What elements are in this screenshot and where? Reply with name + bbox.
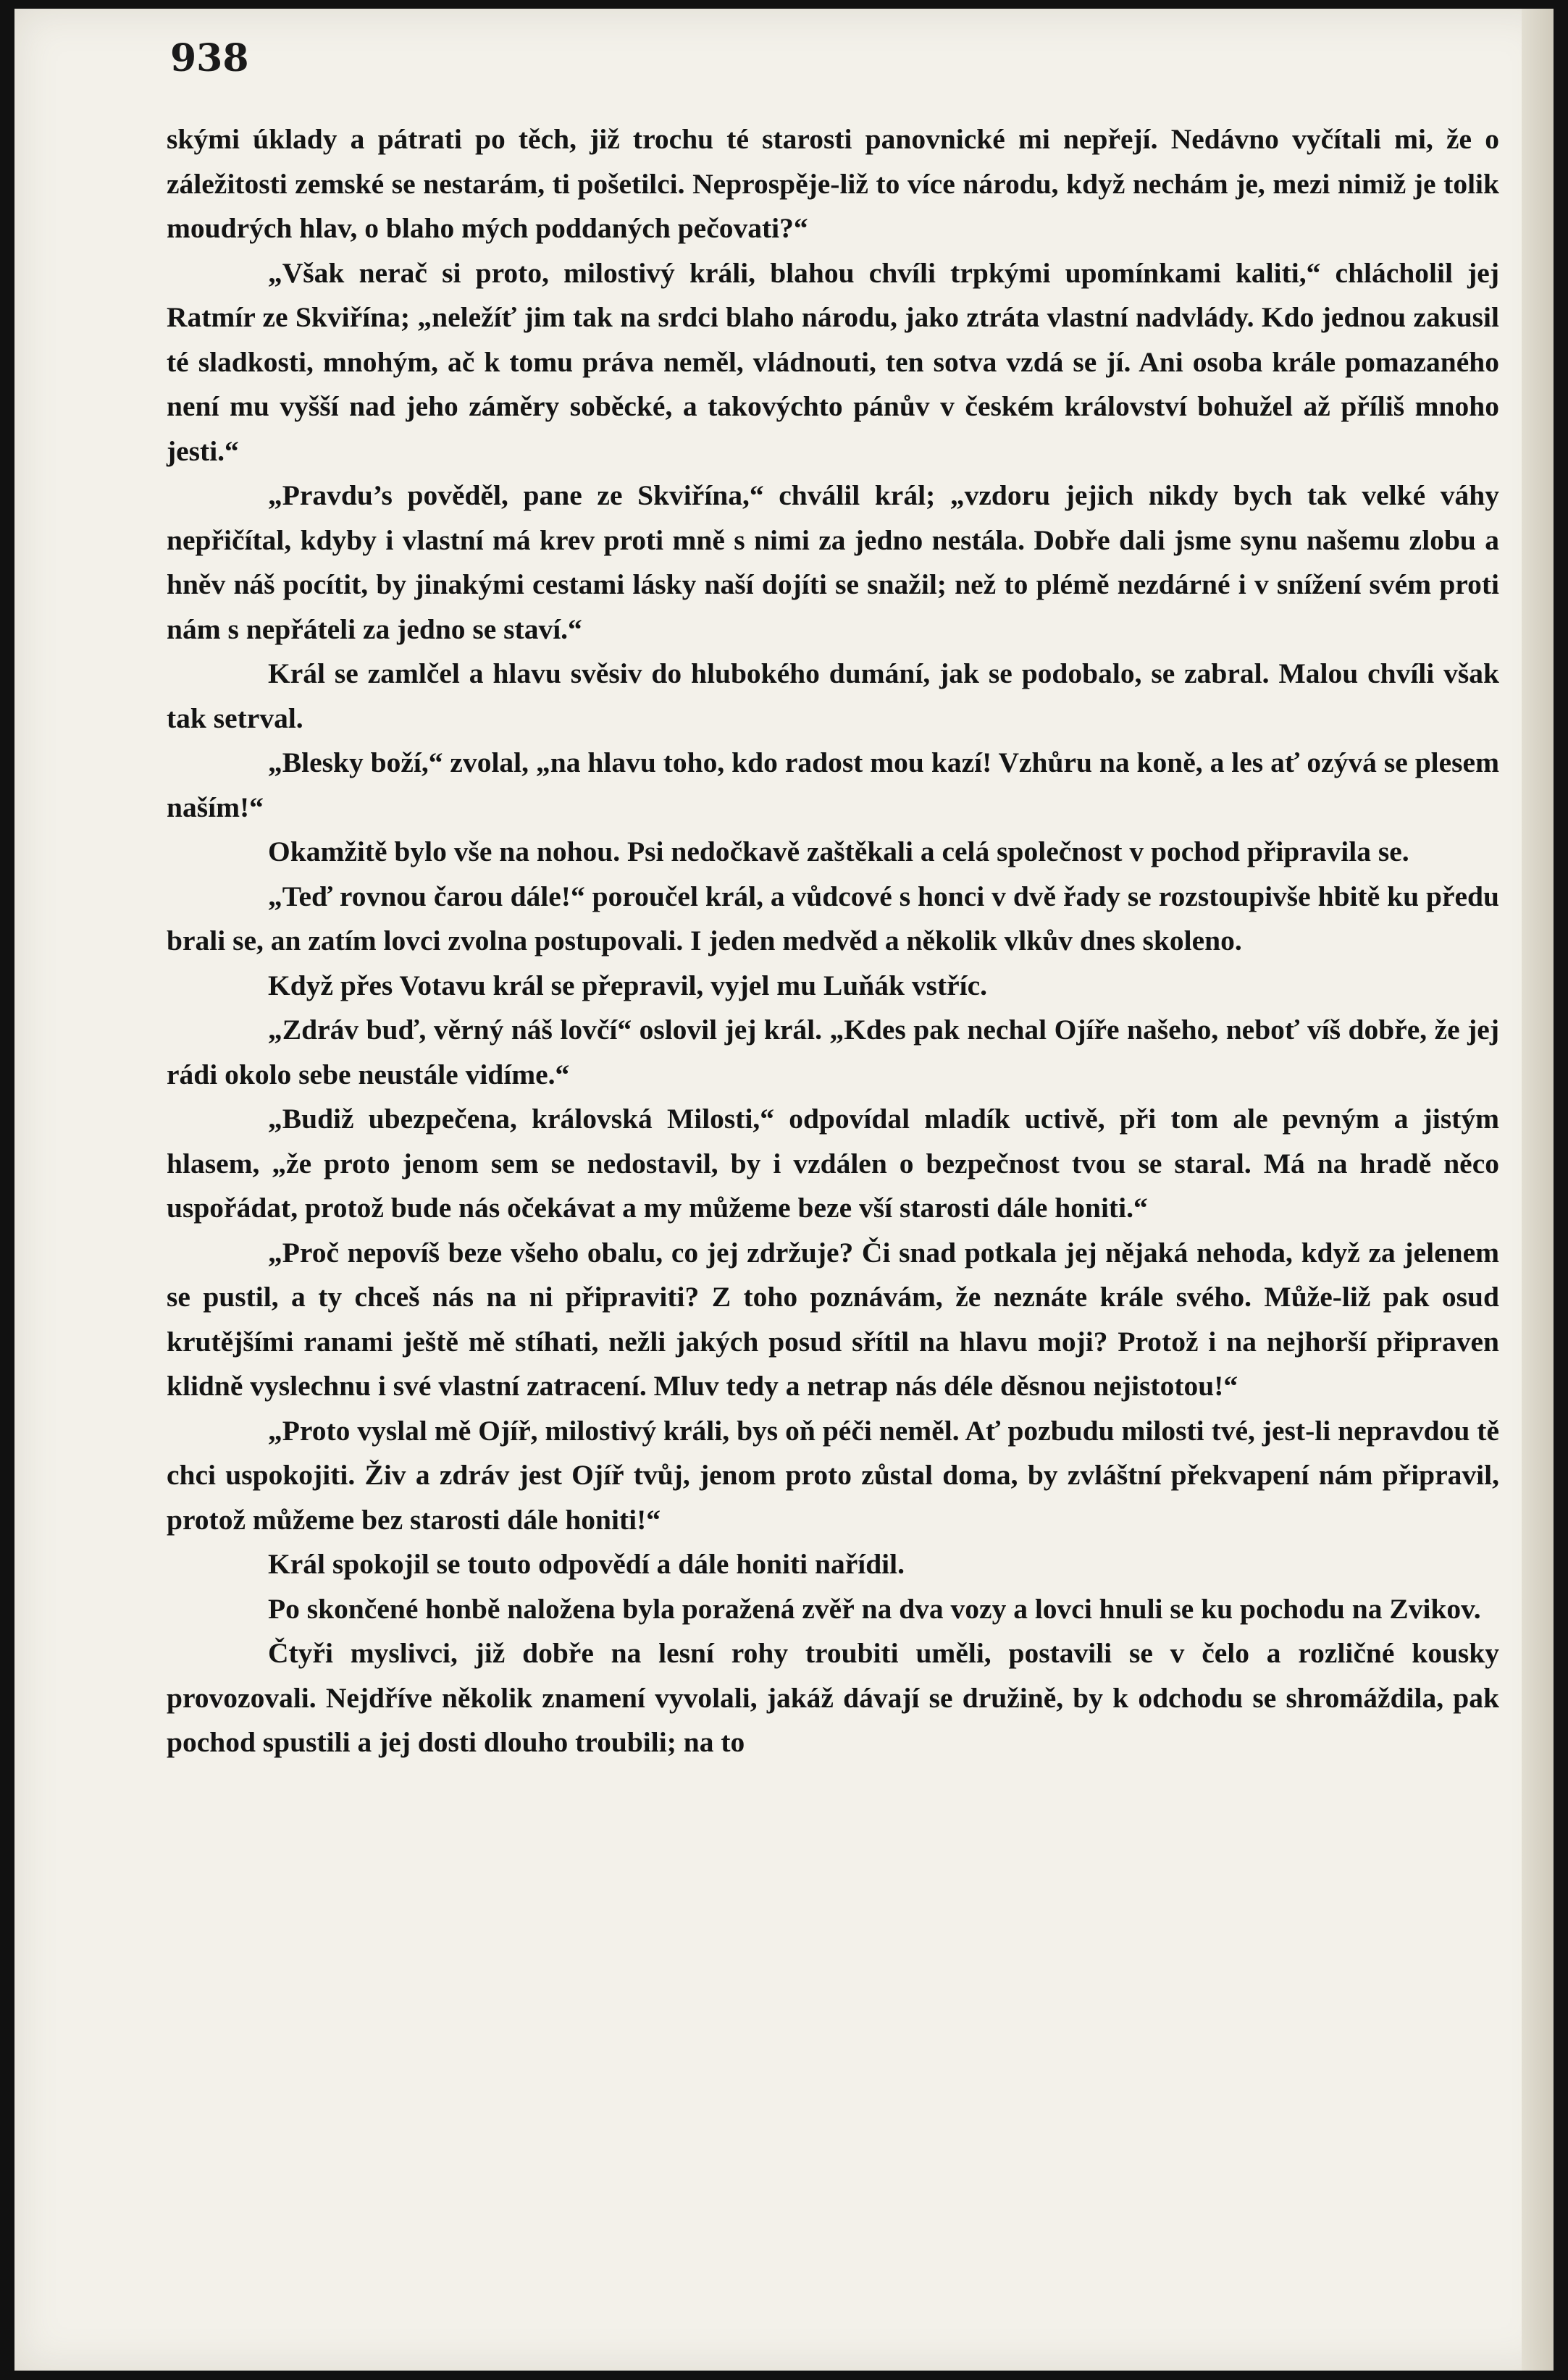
paragraph-6: Okamžitě bylo vše na nohou. Psi nedočkavě zaštěkali a celá společnost v pochod připravila se.	[268, 836, 1409, 867]
paragraph-2: „Však nerač si proto, milostivý králi, blahou chvíli trpkými upomínkami kaliti,“ chlácholil jej Ratmír ze Skviřína; „neležíť jim tak na srdci blaho národu, jako ztráta vlastní nadvlády. Kdo jednou zakusil té sladkosti, mnohým, ač k tomu práva neměl, vládnouti, ten sotva vzdá se jí. Ani osoba krále pomazaného není mu vyšší nad jeho záměry soběcké, a takovýchto pánův v českém království bohužel až příliš mnoho jesti.“	[167, 256, 1499, 467]
paragraph-3: „Pravdu’s pověděl, pane ze Skviřína,“ chválil král; „vzdoru jejich nikdy bych tak velké váhy nepřičítal, kdyby i vlastní má krev proti mně s nimi za jedno nestála. Dobře dali jsme synu našemu zlobu a hněv náš pocítit, by jinakými cestami lásky naší dojíti se snažil; než to plémě nezdárné i v snížení svém proti nám s nepřáteli za jedno se staví.“	[167, 479, 1499, 645]
paragraph-9: „Zdráv buď, věrný náš lovčí“ oslovil jej král. „Kdes pak nechal Ojíře našeho, neboť víš dobře, že jej rádi okolo sebe neustále vidíme.“	[167, 1014, 1499, 1090]
paragraph-8: Když přes Votavu král se přepravil, vyjel mu Luňák vstříc.	[268, 969, 988, 1001]
page-number: 938	[170, 36, 249, 80]
paragraph-1: skými úklady a pátrati po těch, již trochu té starosti panovnické mi nepřejí. Nedávno vyčítali mi, že o záležitosti zemské se nestarám, ti pošetilci. Neprospěje-liž to více národu, když nechám je, mezi nimiž je tolik moudrých hlav, o blaho mých poddaných pečovati?“	[167, 123, 1499, 244]
paragraph-12: „Proto vyslal mě Ojíř, milostivý králi, bys oň péči neměl. Ať pozbudu milosti tvé, jest-li nepravdou tě chci uspokojiti. Živ a zdráv jest Ojíř tvůj, jenom proto zůstal doma, by zvláštní překvapení nám připravil, protož můžeme bez starosti dále honiti!“	[167, 1414, 1499, 1536]
paragraph-5: „Blesky boží,“ zvolal, „na hlavu toho, kdo radost mou kazí! Vzhůru na koně, a les ať ozývá se plesem naším!“	[167, 747, 1499, 823]
paragraph-4: Král se zamlčel a hlavu svěsiv do hlubokého dumání, jak se podobalo, se zabral. Malou chvíli však tak setrval.	[167, 657, 1499, 734]
paragraph-7: „Teď rovnou čarou dále!“ poroučel král, a vůdcové s honci v dvě řady se rozstoupivše hbitě ku předu brali se, an zatím lovci zvolna postupovali. I jeden medvěd a několik vlkův dnes skoleno.	[167, 880, 1499, 956]
book-page	[14, 9, 1554, 2371]
paragraph-13: Král spokojil se touto odpovědí a dále honiti nařídil.	[268, 1548, 905, 1580]
paragraph-15: Čtyři myslivci, již dobře na lesní rohy troubiti uměli, postavili se v čelo a rozličné kousky provozovali. Nejdříve několik znamení vyvolali, jakáž dávají se družině, by k odchodu se shromáždila, pak pochod spustili a jej dosti dlouho troubili; na to	[167, 1637, 1499, 1758]
binding-edge	[1522, 9, 1554, 2371]
paragraph-11: „Proč nepovíš beze všeho obalu, co jej zdržuje? Či snad potkala jej nějaká nehoda, když za jelenem se pustil, a ty chceš nás na ni připraviti? Z toho poznávám, že neznáte krále svého. Může-liž pak osud krutějšími ranami ještě mě stíhati, nežli jakých posud sřítil na hlavu moji? Protož i na nejhorší připraven klidně vyslechnu i své vlastní zatracení. Mluv tedy a netrap nás déle děsnou nejistotou!“	[167, 1236, 1499, 1402]
paragraph-10: „Budiž ubezpečena, královská Milosti,“ odpovídal mladík uctivě, při tom ale pevným a jistým hlasem, „že proto jenom sem se nedostavil, by i vzdálen o bezpečnost tvou se staral. Má na hradě něco uspořádat, protož bude nás očekávat a my můžeme beze vší starosti dále honiti.“	[167, 1103, 1499, 1224]
paragraph-14: Po skončené honbě naložena byla poražená zvěř na dva vozy a lovci hnuli se ku pochodu na Zvikov.	[268, 1592, 1481, 1625]
body-text	[167, 117, 1499, 1765]
